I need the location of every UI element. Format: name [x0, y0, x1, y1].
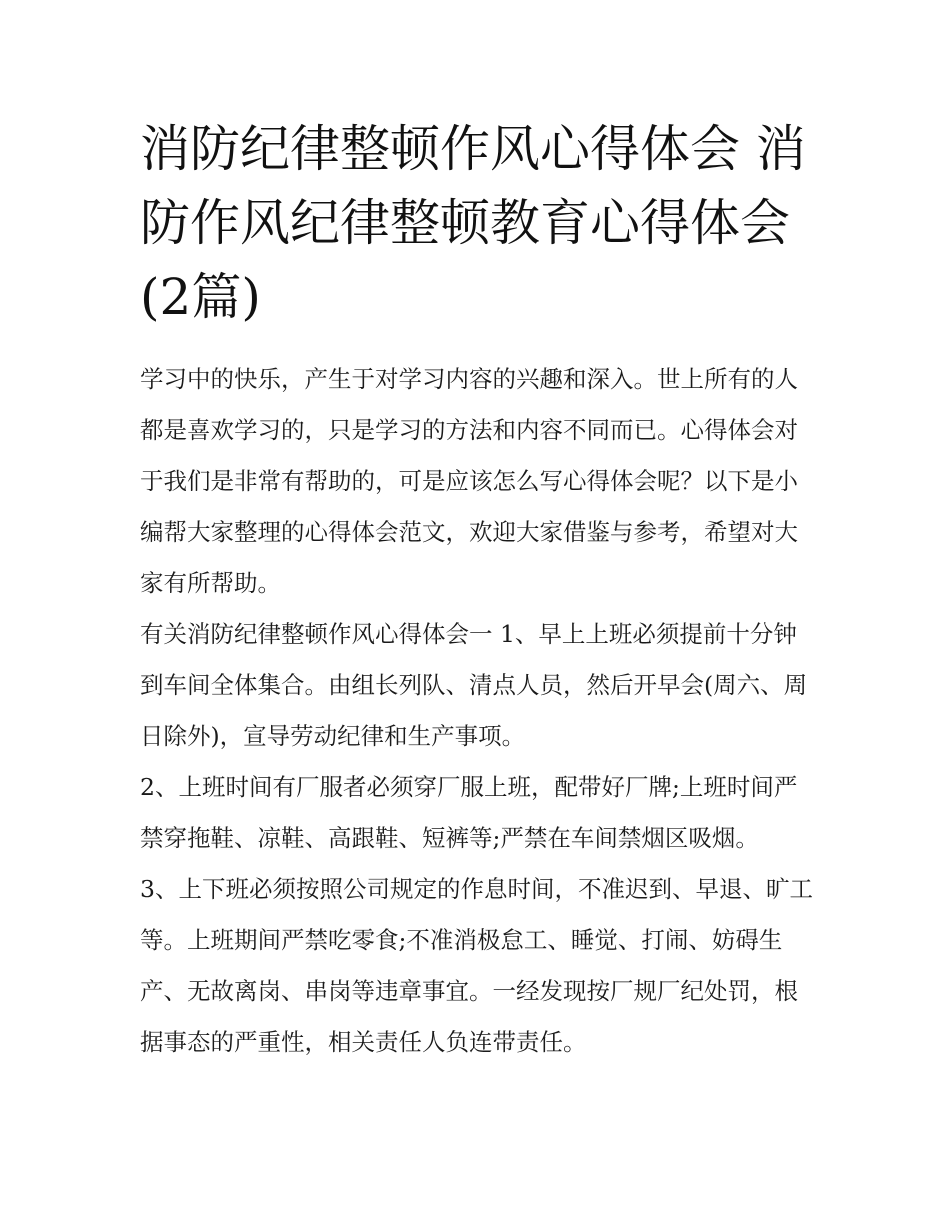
paragraph-rule-1: 有关消防纪律整顿作风心得体会一 1、早上上班必须提前十分钟到车间全体集合。由组长列队、清点人员，然后开早会(周六、周日除外)，宣导劳动纪律和生产事项。	[140, 620, 808, 750]
paragraph-rule-2: 2、上班时间有厂服者必须穿厂服上班，配带好厂牌;上班时间严禁穿拖鞋、凉鞋、高跟鞋、短裤等;严禁在车间禁烟区吸烟。	[140, 773, 798, 852]
paragraph-rule-3: 3、上下班必须按照公司规定的作息时间，不准迟到、早退、旷工等。上班期间严禁吃零食;不准消极怠工、睡觉、打闹、妨碍生产、无故离岗、串岗等违章事宜。一经发现按厂规厂纪处罚，根据事态的严重性，相关责任人负连带责任。	[140, 875, 813, 1056]
document-body	[140, 354, 820, 1068]
paragraph-intro: 学习中的快乐，产生于对学习内容的兴趣和深入。世上所有的人都是喜欢学习的，只是学习的方法和内容不同而已。心得体会对于我们是非常有帮助的，可是应该怎么写心得体会呢？以下是小编帮大家整理的心得体会范文，欢迎大家借鉴与参考，希望对大家有所帮助。	[140, 365, 798, 597]
document-title: 消防纪律整顿作风心得体会 消防作风纪律整顿教育心得体会(2篇)	[140, 120, 806, 326]
